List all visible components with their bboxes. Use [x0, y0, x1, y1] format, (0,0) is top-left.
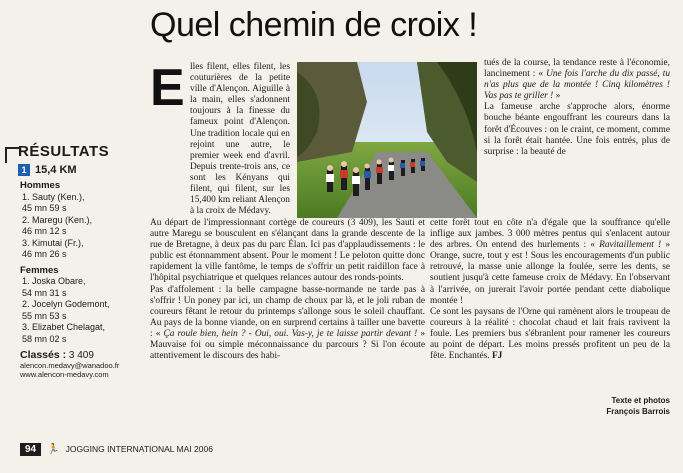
page-number: 94 [20, 443, 41, 456]
right-paragraph-1 [484, 58, 670, 102]
finishers-label: Classés : [20, 349, 67, 361]
page-footer [20, 441, 540, 457]
right-column [484, 58, 670, 158]
men-line: 1. Sauty (Ken.), [22, 191, 85, 202]
middle-p2-text-a: Pas d'affolement : la belle campagne basse-normande ne tarde pas à s'offrir ! Un poney par ici, un champ de choux par là, et le joli ruban de coureurs fêtant le retour du printemps s'allonge sous le soleil chauffant. Au pays de la bonne viande, on en surprend certains à tailler une bavette : « [150, 284, 425, 339]
middle-paragraph-2 [150, 285, 425, 363]
credit-author: François Barrois [606, 407, 670, 416]
wide-paragraph-2 [430, 307, 670, 362]
women-line: 55 mn 53 s [22, 310, 67, 321]
wide-right-column [430, 218, 670, 362]
end-mark: FJ [491, 351, 503, 362]
article-title: Quel chemin de croix ! [150, 6, 478, 44]
refreshment-shout: Ravitaillement ! [599, 240, 662, 251]
wide-p1-text-a: cette forêt tout en côte n'a d'égale que la souffrance qu'elle inflige aux jambes. 3 000 mètres pentus qui s'enlacent autour des arbres. On entend des hurlements : « [430, 218, 670, 251]
men-line: 46 mn 12 s [22, 226, 67, 236]
men-line: 3. Kimutai (Fr.), [22, 237, 84, 248]
men-line: 45 mn 59 s [22, 203, 67, 213]
right-p1-text-a: tués de la course, la tendance reste à l'économie, lancinement : « [484, 58, 670, 80]
men-line: 2. Maregu (Ken.), [22, 214, 93, 225]
contact-website[interactable]: www.alencon-medavy.com [20, 370, 109, 379]
women-results [20, 265, 134, 346]
women-line: 58 mn 02 s [22, 333, 67, 344]
women-line: 1. Joska Obare, [22, 276, 86, 286]
runners-dialogue-quote: Ça roule bien, hein ? - Oui, oui. Vas-y, je te laisse partir devant ! [163, 328, 418, 339]
results-box [14, 143, 134, 379]
runners-photo-illustration [297, 62, 477, 218]
contact-email[interactable]: alencon.medavy@wanadoo.fr [20, 361, 120, 370]
right-paragraph-2: La fameuse arche s'approche alors, énorme bouche béante engouffrant les coureurs dans la forêt d'Écouves : on le craint, ce moment, comme si la forêt était hantée. Une fois entrés, plus de surprise : la beauté de [484, 102, 670, 157]
wide-p2-text: Ce sont les paysans de l'Orne qui ramènent alors le troupeau de coureurs à la réalité : chocolat chaud et lait frais ravivent la foule. Les premiers bus s'ébranlent pour ramener les coureurs au point de départ. Les moins pressés profitent un peu de la fête. Enchantés. [430, 306, 670, 362]
finishers-count [20, 349, 134, 361]
women-line: 54 mn 31 s [22, 287, 67, 298]
race-distance: 15,4 KM [35, 164, 77, 176]
race-header [18, 164, 134, 176]
women-line: 2. Jocelyn Godemont, [22, 299, 110, 309]
men-results [20, 180, 134, 261]
results-heading: RÉSULTATS [18, 143, 110, 160]
women-line: 3. Elizabet Chelagat, [22, 322, 106, 332]
wide-p1-text-b: » Orange, sucre, tout y est ! Sous les encouragements d'un public retrouvé, la masse unie allonge la foulée, serre les dents, se soutient jusqu'à cette fameuse croix de Médavy. En l'observant à l'arrivée, on jurerait l'avoir portée pendant cette diabolique montée ! [430, 240, 670, 306]
credit-label: Texte et photos [611, 396, 670, 405]
finishers-value: 3 409 [68, 350, 94, 361]
intro-column [190, 62, 290, 217]
race-number-badge: 1 [18, 164, 30, 176]
contact-links [20, 361, 134, 379]
runner-quote: Une fois l'arche du dix passé, tu n'as plus que de la montée ! Cinq kilomètres ! Vas pas te griller ! [484, 69, 671, 102]
wide-paragraph-1 [430, 218, 670, 307]
middle-paragraph-1: Au départ de l'impressionnant cortège de coureurs (3 409), les Sauti et autre Maregu se bousculent en s'élançant dans la grande descente de la rue de Bretagne, à deux pas du parc Élan. Ici pas d'applaudissements : le public est étonnamment absent. Pour le moment ! Le peloton quitte donc rapidement la ville fantôme, le temps de s'offrir un petit raidillon face à l'hôpital psychiatrique et quelques relances autour des ronds-points. [150, 218, 425, 284]
race-photo [297, 62, 477, 218]
women-heading: Femmes [20, 264, 59, 276]
middle-column [150, 218, 425, 362]
results-corner-marker [5, 147, 21, 163]
men-heading: Hommes [20, 180, 61, 191]
intro-paragraph: lles filent, elles filent, les couturières de la petite ville d'Alençon. Aiguille à la main, elles s'adonnent toujours à la finesse du fameux point d'Alençon. Une tradition locale qui en rejoint une autre, le premier week end d'avril. Depuis trente-trois ans, ce sont les Kényans qui filent, qui filent, sur les 15,400 km reliant Alençon à la croix de Médavy. [190, 62, 290, 217]
photo-credit [586, 395, 670, 417]
bleed-through-text [0, 0, 140, 150]
drop-cap: E [150, 59, 185, 117]
men-line: 46 mn 26 s [22, 249, 67, 259]
runner-icon: 🏃 [47, 443, 60, 455]
right-p1-text-b: » [555, 91, 561, 102]
magazine-name: JOGGING INTERNATIONAL MAI 2006 [65, 444, 213, 454]
middle-p2-text-b: » Mauvaise foi ou simple méconnaissance du parcours ? Si l'on écoute attentivement le discours des habi- [150, 328, 426, 362]
